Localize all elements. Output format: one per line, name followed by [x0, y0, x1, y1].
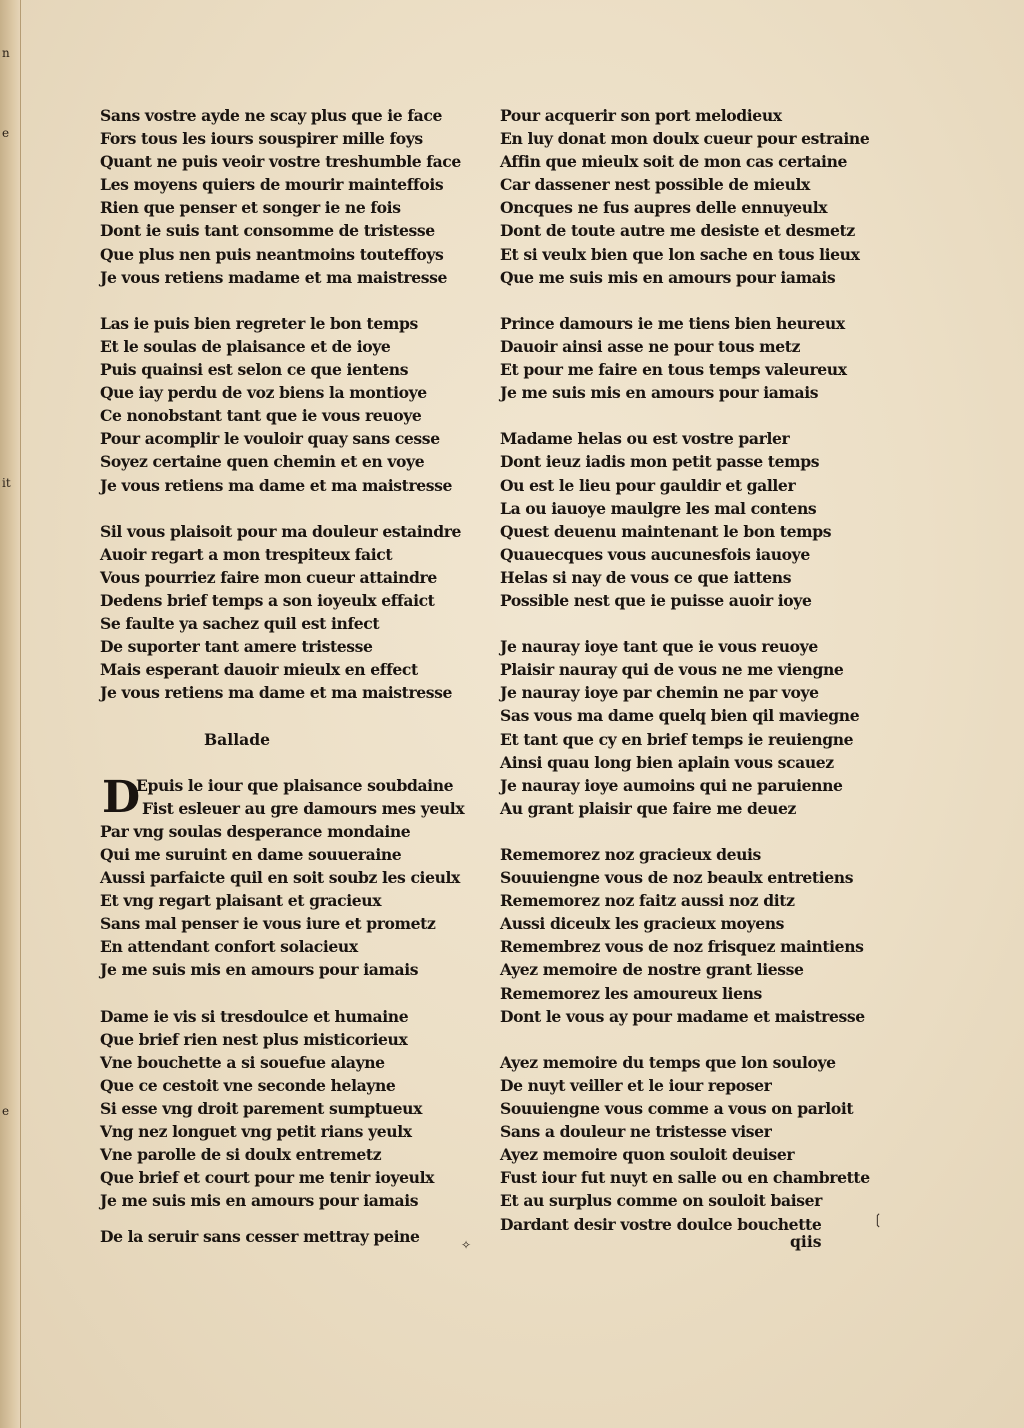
verse-line: Pour acquerir son port melodieux — [500, 106, 782, 125]
left-column — [100, 104, 490, 1248]
margin-mark: n — [2, 46, 10, 60]
verse-line: La ou iauoye maulgre les mal contens — [500, 498, 817, 518]
verse-line: Et vng regart plaisant et gracieux — [100, 891, 382, 911]
verse-line: Dame ie vis si tresdoulce et humaine — [100, 1006, 409, 1026]
verse-line: Je vous retiens ma dame et ma maistresse — [100, 683, 453, 703]
verse-line: Et pour me faire en tous temps valeureux — [500, 360, 847, 380]
stanza — [500, 1051, 890, 1236]
verse-line: Dardant desir vostre doulce bouchette — [500, 1214, 822, 1234]
verse-line: Aussi diceulx les gracieux moyens — [500, 914, 785, 934]
verse-line: Que me suis mis en amours pour iamais — [500, 267, 836, 287]
verse-line: Dont ie suis tant consomme de tristesse — [100, 221, 435, 241]
verse-line: Et tant que cy en brief temps ie reuiengne — [500, 729, 854, 749]
right-column — [500, 104, 890, 1236]
stanza — [500, 427, 890, 612]
verse-line: Quauecques vous aucunesfois iauoye — [500, 544, 810, 564]
verse-line: Je nauray ioye par chemin ne par voye — [500, 683, 819, 703]
verse-line: Rien que penser et songer ie ne fois — [100, 198, 401, 218]
verse-line: Ainsi quau long bien aplain vous scauez — [500, 752, 834, 772]
verse-line: Ayez memoire du temps que lon souloye — [500, 1052, 836, 1072]
verse-line: Epuis le iour que plaisance soubdaine — [136, 775, 454, 795]
verse-line: Souuiengne vous de noz beaulx entretiens — [500, 868, 854, 888]
verse-line: Dont ieuz iadis mon petit passe temps — [500, 452, 820, 472]
verse-line: Possible nest que ie puisse auoir ioye — [500, 590, 812, 610]
verse-line: Madame helas ou est vostre parler — [500, 429, 790, 449]
verse-line: Ou est le lieu pour gauldir et galler — [500, 475, 796, 495]
stanza — [100, 520, 490, 705]
stanza — [500, 104, 890, 289]
stanza — [100, 312, 490, 497]
verse-line: Je vous retiens ma dame et ma maistresse — [100, 475, 453, 495]
verse-line: Vne bouchette a si souefue alayne — [100, 1052, 385, 1072]
verse-line: Pour acomplir le vouloir quay sans cesse — [100, 429, 440, 449]
verse-line: Dont le vous ay pour madame et maistresse — [500, 1006, 865, 1026]
stanza — [100, 1005, 490, 1213]
verse-line: Je me suis mis en amours pour iamais — [500, 383, 819, 403]
previous-page-edge — [0, 0, 21, 1428]
verse-line: En attendant confort solacieux — [100, 937, 358, 957]
flourish-mark-icon: ✧ — [461, 1238, 472, 1252]
catchword: qiis — [790, 1232, 822, 1251]
verse-line: Que ce cestoit vne seconde helayne — [100, 1075, 396, 1095]
verse-line: Que brief rien nest plus misticorieux — [100, 1029, 408, 1049]
stanza — [500, 312, 890, 404]
verse-line: Sil vous plaisoit pour ma douleur estaindre — [100, 521, 462, 541]
verse-line: Au grant plaisir que faire me deuez — [500, 798, 796, 818]
verse-line: Puis quainsi est selon ce que ientens — [100, 360, 409, 380]
verse-line: Helas si nay de vous ce que iattens — [500, 567, 792, 587]
verse-line: En luy donat mon doulx cueur pour estraine — [500, 129, 870, 149]
verse-line: Et si veulx bien que lon sache en tous lieux — [500, 244, 860, 264]
verse-line: Mais esperant dauoir mieulx en effect — [100, 660, 418, 680]
verse-line: Sans a douleur ne tristesse viser — [500, 1122, 772, 1142]
margin-mark: e — [2, 126, 10, 140]
verse-line: Rememorez noz gracieux deuis — [500, 845, 761, 864]
margin-mark: e — [2, 1104, 10, 1118]
verse-line: Aussi parfaicte quil en soit soubz les cieulx — [100, 868, 460, 888]
verse-line: Que plus nen puis neantmoins touteffoys — [100, 244, 444, 264]
verse-line: Que iay perdu de voz biens la montioye — [100, 383, 427, 403]
verse-line: De la seruir sans cesser mettray peine — [100, 1226, 420, 1246]
verse-line: Sas vous ma dame quelq bien qil maviegne — [500, 706, 860, 726]
verse-line: Rememorez noz faitz aussi noz ditz — [500, 891, 795, 911]
verse-line: Les moyens quiers de mourir mainteffois — [100, 175, 444, 195]
verse-line: Dont de toute autre me desiste et desmetz — [500, 221, 855, 241]
verse-line: Affin que mieulx soit de mon cas certaine — [500, 152, 848, 172]
verse-line: Plaisir nauray qui de vous ne me viengne — [500, 660, 844, 680]
verse-line: Si esse vng droit parement sumptueux — [100, 1099, 423, 1119]
verse-line: Sans mal penser ie vous iure et prometz — [100, 914, 436, 934]
verse-line: Qui me suruint en dame souueraine — [100, 845, 402, 864]
verse-line: Vous pourriez faire mon cueur attaindre — [100, 567, 437, 587]
verse-line: Car dassener nest possible de mieulx — [500, 175, 810, 195]
margin-bracket-icon: ❲ — [872, 1212, 884, 1228]
verse-line: Je vous retiens madame et ma maistresse — [100, 267, 448, 287]
verse-line: Soyez certaine quen chemin et en voye — [100, 452, 425, 472]
verse-line: Auoir regart a mon trespiteux faict — [100, 544, 393, 564]
verse-line: Vne parolle de si doulx entremetz — [100, 1145, 382, 1165]
verse-line: Quant ne puis veoir vostre treshumble face — [100, 152, 461, 172]
verse-line: Oncques ne fus aupres delle ennuyeulx — [500, 198, 828, 218]
verse-line: Je me suis mis en amours pour iamais — [100, 1191, 419, 1211]
verse-line: Je nauray ioye aumoins qui ne paruienne — [500, 775, 843, 795]
verse-line: Remembrez vous de noz frisquez maintiens — [500, 937, 864, 957]
margin-mark: it — [2, 476, 11, 490]
verse-line: Fors tous les iours souspirer mille foys — [100, 129, 423, 149]
verse-line: Las ie puis bien regreter le bon temps — [100, 313, 418, 333]
drop-cap: D — [102, 771, 141, 823]
verse-line: Prince damours ie me tiens bien heureux — [500, 313, 845, 333]
stanza — [100, 104, 490, 289]
verse-line: Ayez memoire de nostre grant liesse — [500, 960, 804, 980]
verse-line: De nuyt veiller et le iour reposer — [500, 1075, 772, 1095]
stanza — [500, 635, 890, 820]
verse-line: Fist esleuer au gre damours mes yeulx — [142, 798, 465, 818]
section-heading: Ballade — [204, 729, 271, 749]
verse-line: Je me suis mis en amours pour iamais — [100, 960, 419, 980]
stanza — [500, 843, 890, 1028]
verse-line: Souuiengne vous comme a vous on parloit — [500, 1099, 854, 1119]
verse-line: Dauoir ainsi asse ne pour tous metz — [500, 336, 801, 356]
verse-line: Fust iour fut nuyt en salle ou en chambrette — [500, 1168, 870, 1188]
verse-line: De suporter tant amere tristesse — [100, 637, 373, 657]
verse-line: Se faulte ya sachez quil est infect — [100, 614, 380, 634]
verse-line: Ayez memoire quon souloit deuiser — [500, 1145, 795, 1165]
verse-line: Et au surplus comme on souloit baiser — [500, 1191, 822, 1211]
verse-line: Et le soulas de plaisance et de ioye — [100, 336, 391, 356]
stanza — [100, 771, 490, 982]
verse-line: Dedens brief temps a son ioyeulx effaict — [100, 590, 435, 610]
verse-line: Je nauray ioye tant que ie vous reuoye — [500, 637, 818, 657]
verse-line: Que brief et court pour me tenir ioyeulx — [100, 1168, 435, 1188]
verse-line: Sans vostre ayde ne scay plus que ie face — [100, 106, 442, 125]
verse-line: Par vng soulas desperance mondaine — [100, 821, 411, 841]
verse-line: Quest deuenu maintenant le bon temps — [500, 521, 832, 541]
verse-line: Ce nonobstant tant que ie vous reuoye — [100, 406, 422, 426]
verse-line: Rememorez les amoureux liens — [500, 983, 762, 1003]
verse-line: Vng nez longuet vng petit rians yeulx — [100, 1122, 412, 1142]
